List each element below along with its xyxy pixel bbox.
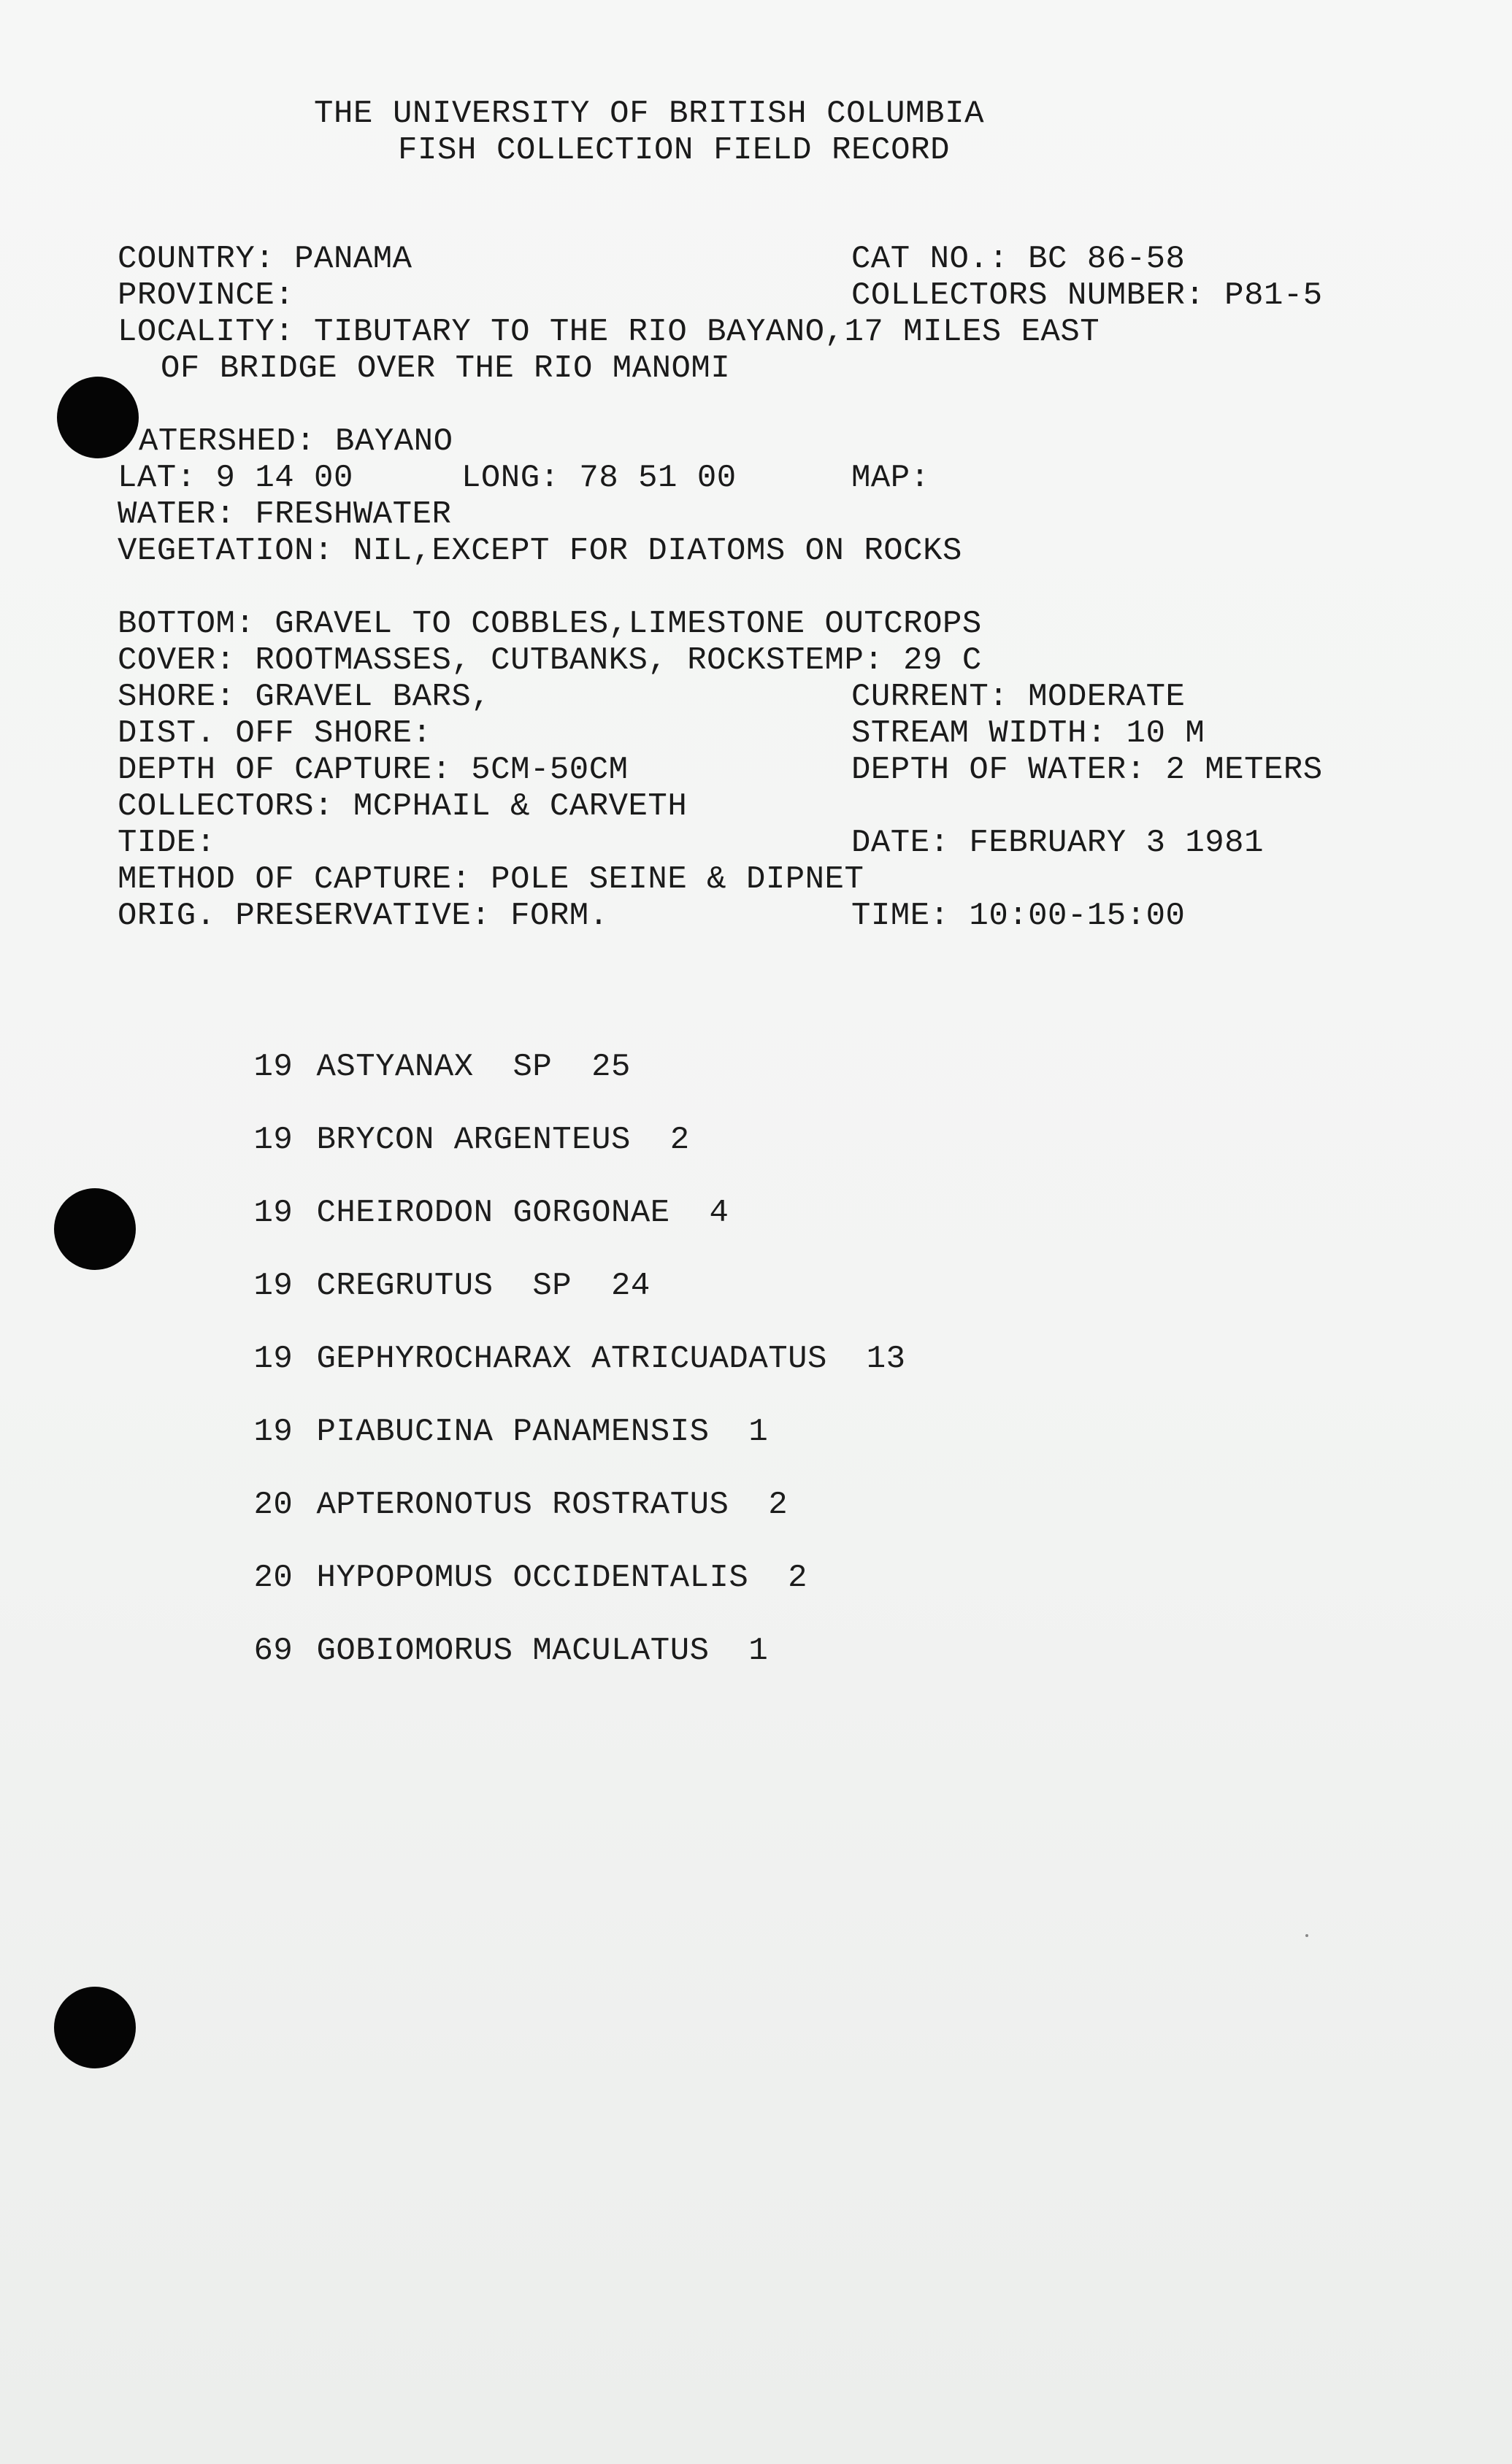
- locality-continuation: OF BRIDGE OVER THE RIO MANOMI: [161, 350, 731, 387]
- time-field: TIME: 10:00-15:00: [851, 898, 1186, 934]
- date-field: DATE: FEBRUARY 3 1981: [851, 825, 1264, 861]
- header-title-university: THE UNIVERSITY OF BRITISH COLUMBIA: [314, 96, 985, 132]
- species-name: APTERONOTUS ROSTRATUS 2: [316, 1487, 788, 1523]
- method-of-capture-field: METHOD OF CAPTURE: POLE SEINE & DIPNET: [118, 861, 864, 898]
- locality-field: LOCALITY: TIBUTARY TO THE RIO BAYANO,17 MILES EAST: [118, 314, 1100, 350]
- tide-field: TIDE:: [118, 825, 216, 861]
- country-field: COUNTRY: PANAMA: [118, 241, 412, 277]
- province-field: PROVINCE:: [118, 277, 295, 314]
- cover-field: COVER: ROOTMASSES, CUTBANKS, ROCKSTEMP: 29 C: [118, 642, 982, 679]
- preservative-field: ORIG. PRESERVATIVE: FORM.: [118, 898, 609, 934]
- species-name: GOBIOMORUS MACULATUS 1: [316, 1633, 769, 1669]
- depth-of-water-field: DEPTH OF WATER: 2 METERS: [851, 752, 1323, 788]
- paper-speck: [1305, 1934, 1308, 1937]
- stream-width-field: STREAM WIDTH: 10 M: [851, 715, 1205, 752]
- species-code: 19: [253, 1195, 293, 1231]
- water-field: WATER: FRESHWATER: [118, 496, 452, 533]
- species-name: ASTYANAX SP 25: [316, 1049, 631, 1085]
- species-name: CHEIRODON GORGONAE 4: [316, 1195, 729, 1231]
- species-name: GEPHYROCHARAX ATRICUADATUS 13: [316, 1341, 906, 1377]
- species-code: 69: [253, 1633, 293, 1669]
- cat-no-field: CAT NO.: BC 86-58: [851, 241, 1186, 277]
- header-title-record: FISH COLLECTION FIELD RECORD: [398, 132, 951, 169]
- species-code: 20: [253, 1560, 293, 1596]
- punch-hole-top: [57, 377, 139, 458]
- species-code: 19: [253, 1268, 293, 1304]
- collectors-field: COLLECTORS: MCPHAIL & CARVETH: [118, 788, 688, 825]
- species-code: 19: [253, 1341, 293, 1377]
- map-field: MAP:: [851, 460, 930, 496]
- species-name: PIABUCINA PANAMENSIS 1: [316, 1414, 769, 1450]
- latitude-field: LAT: 9 14 00: [118, 460, 353, 496]
- species-code: 19: [253, 1049, 293, 1085]
- species-code: 19: [253, 1414, 293, 1450]
- species-row: [136, 1596, 768, 1706]
- watershed-field: ATERSHED: BAYANO: [139, 423, 453, 460]
- species-code: 20: [253, 1487, 293, 1523]
- punch-hole-middle: [54, 1188, 136, 1270]
- longitude-field: LONG: 78 51 00: [461, 460, 737, 496]
- species-name: HYPOPOMUS OCCIDENTALIS 2: [316, 1560, 808, 1596]
- bottom-field: BOTTOM: GRAVEL TO COBBLES,LIMESTONE OUTCROPS: [118, 606, 982, 642]
- depth-of-capture-field: DEPTH OF CAPTURE: 5CM-50CM: [118, 752, 629, 788]
- current-field: CURRENT: MODERATE: [851, 679, 1186, 715]
- species-name: CREGRUTUS SP 24: [316, 1268, 651, 1304]
- dist-off-shore-field: DIST. OFF SHORE:: [118, 715, 432, 752]
- collectors-number-field: COLLECTORS NUMBER: P81-5: [851, 277, 1323, 314]
- vegetation-field: VEGETATION: NIL,EXCEPT FOR DIATOMS ON ROCKS: [118, 533, 962, 569]
- shore-field: SHORE: GRAVEL BARS,: [118, 679, 491, 715]
- species-name: BRYCON ARGENTEUS 2: [316, 1122, 690, 1158]
- punch-hole-bottom: [54, 1987, 136, 2068]
- species-code: 19: [253, 1122, 293, 1158]
